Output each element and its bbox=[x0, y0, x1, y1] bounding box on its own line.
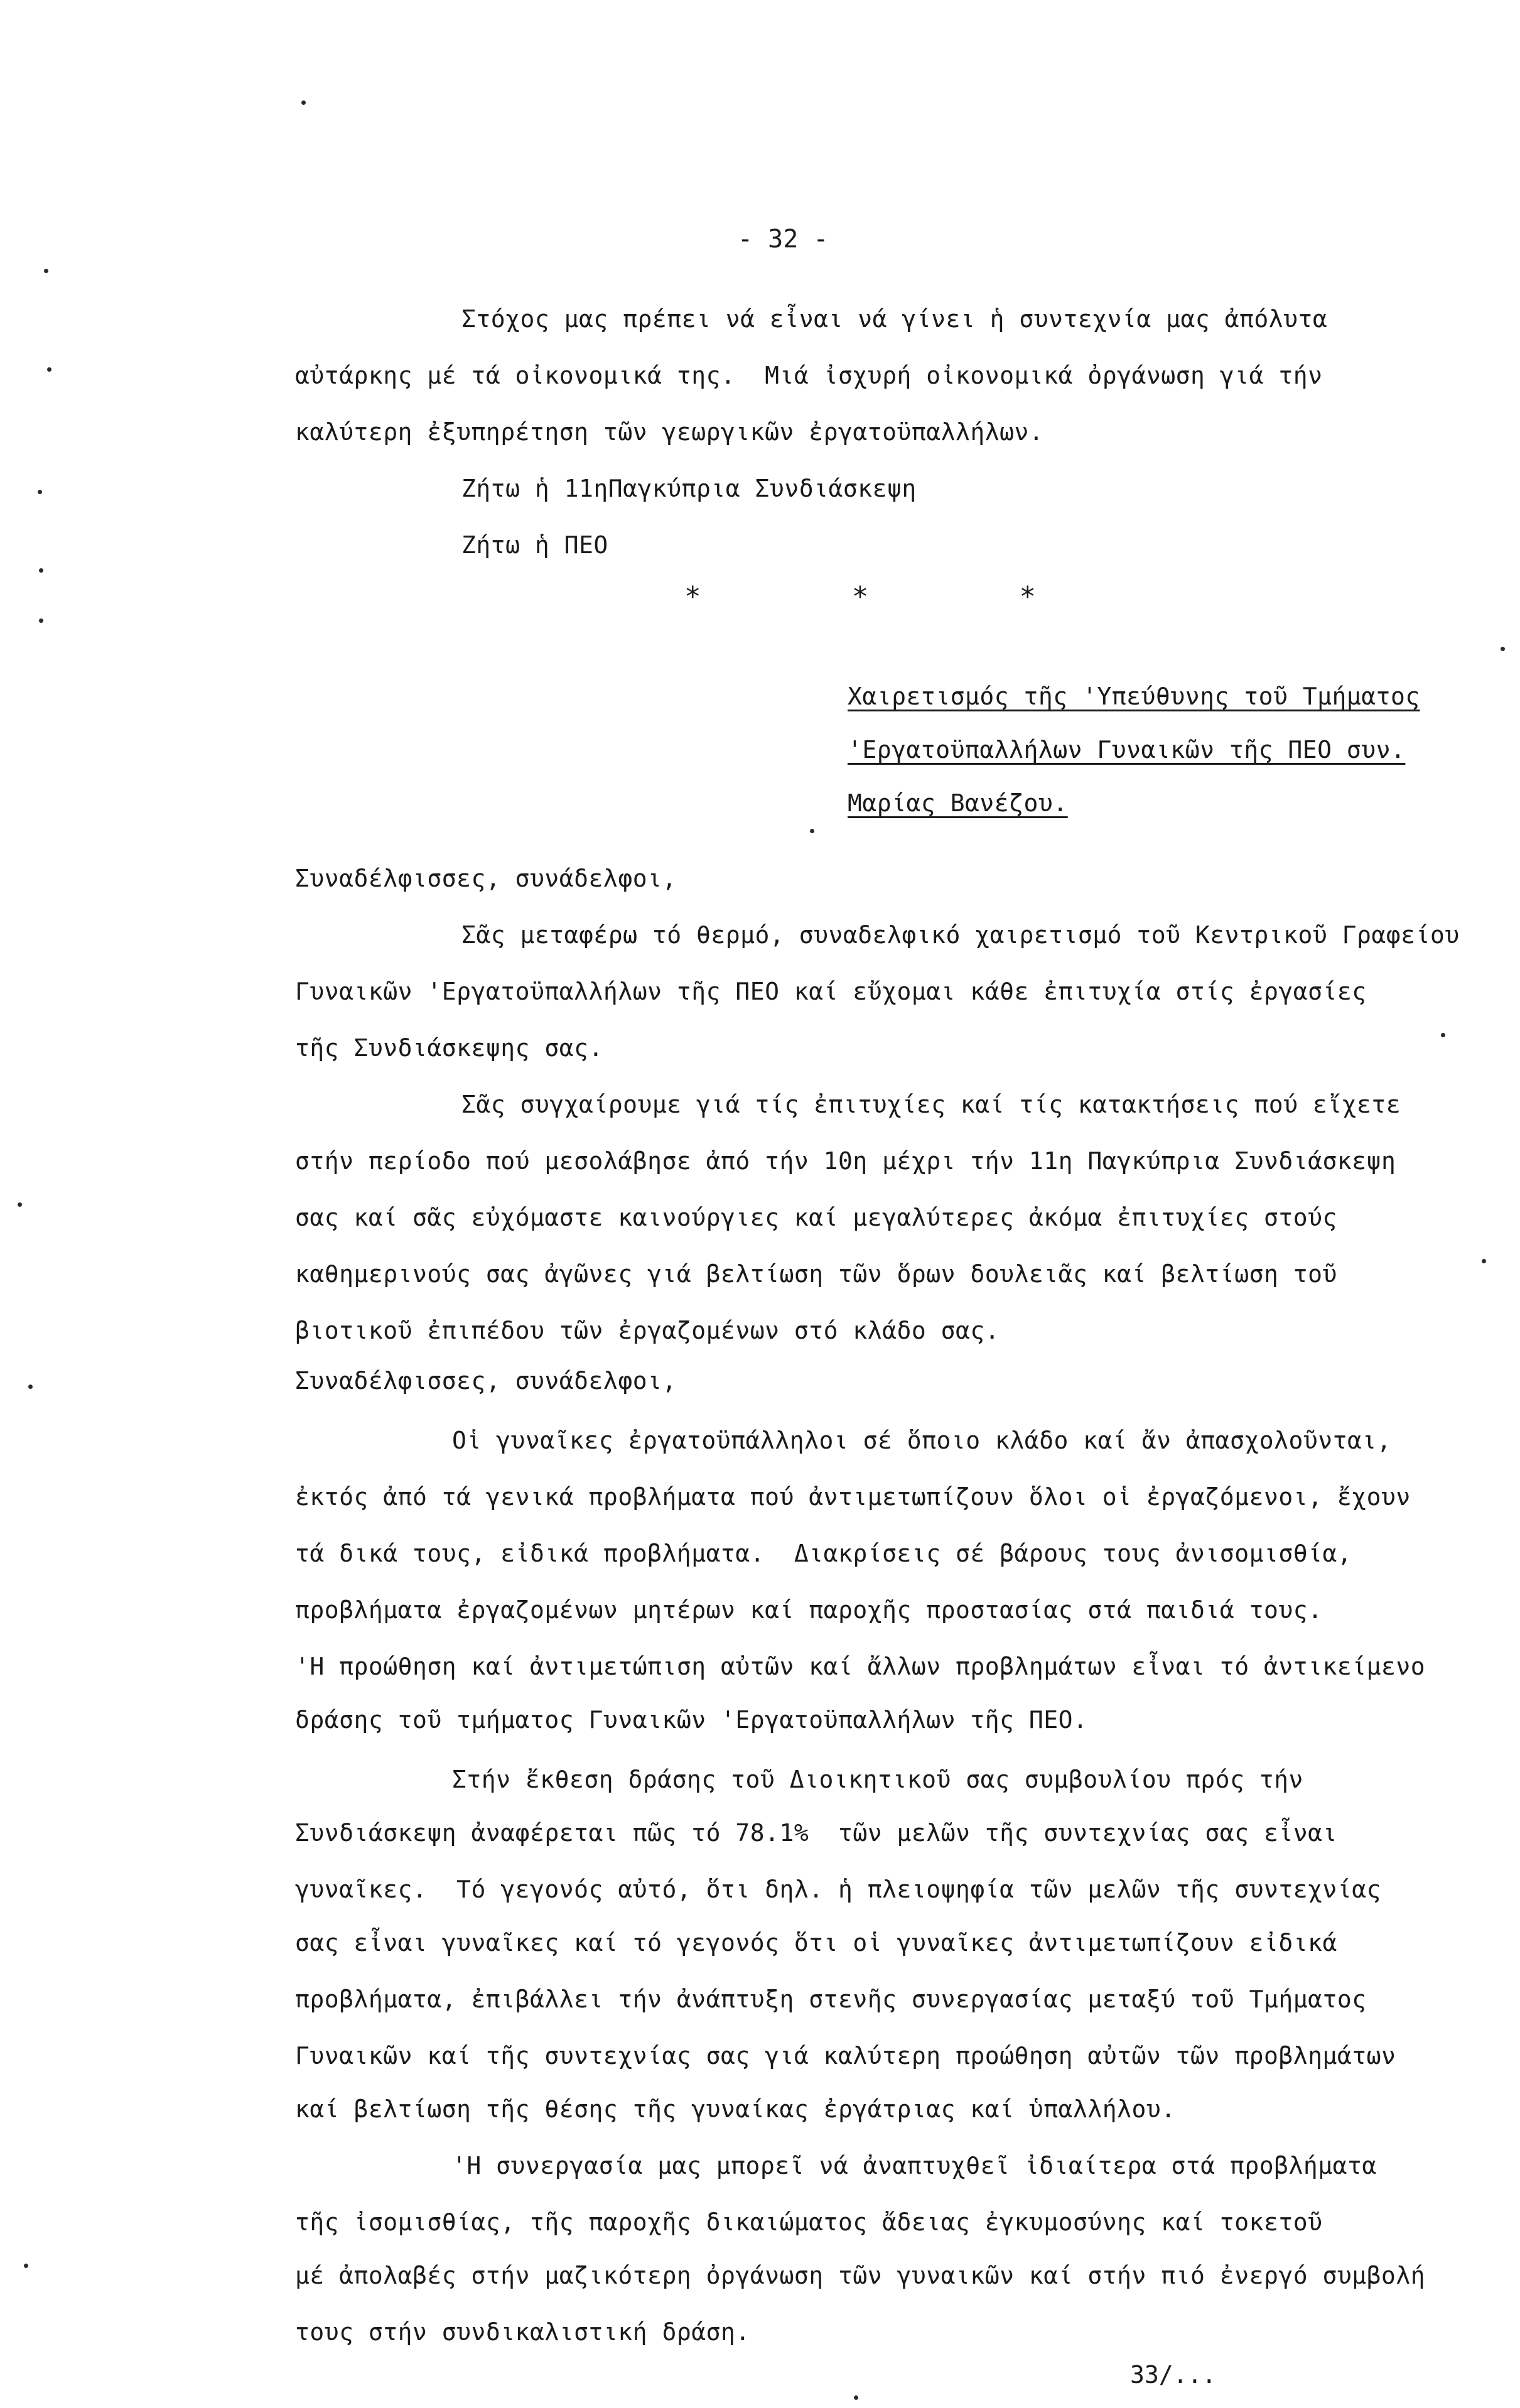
paragraph-4-line-1: Οἱ γυναῖκες ἐργατοϋπάλληλοι σέ ὅποιο κλάδο καί ἄν ἀπασχολοῦνται, bbox=[452, 1427, 1392, 1454]
paragraph-3-line-3: σας καί σᾶς εὐχόμαστε καινούργιες καί μεγαλύτερες ἀκόμα ἐπιτυχίες στούς bbox=[295, 1204, 1337, 1231]
paragraph-1-line-3: καλύτερη ἐξυπηρέτηση τῶν γεωργικῶν ἐργατοϋπαλλήλων. bbox=[295, 418, 1044, 446]
paragraph-3-line-2: στήν περίοδο πού μεσολάβησε ἀπό τήν 10η μέχρι τήν 11η Παγκύπρια Συνδιάσκεψη bbox=[295, 1147, 1396, 1175]
scan-speck bbox=[39, 618, 43, 623]
paragraph-3-line-4: καθημερινούς σας ἀγῶνες γιά βελτίωση τῶν ὅρων δουλειᾶς καί βελτίωση τοῦ bbox=[295, 1260, 1337, 1288]
paragraph-5-line-2: Συνδιάσκεψη ἀναφέρεται πῶς τό 78.1% τῶν μελῶν τῆς συντεχνίας σας εἶναι bbox=[295, 1819, 1337, 1847]
paragraph-6-line-3: μέ ἀπολαβές στήν μαζικότερη ὀργάνωση τῶν γυναικῶν καί στήν πιό ἐνεργό συμβολή bbox=[295, 2262, 1426, 2289]
continuation-reference: 33/... bbox=[1130, 2361, 1217, 2389]
slogan-peo: Ζήτω ἡ ΠΕΟ bbox=[461, 531, 608, 559]
salutation-2: Συναδέλφισσες, συνάδελφοι, bbox=[295, 1367, 677, 1395]
paragraph-6-line-4: τους στήν συνδικαλιστική δράση. bbox=[295, 2318, 750, 2346]
paragraph-2-line-1: Σᾶς μεταφέρω τό θερμό, συναδελφικό χαιρετισμό τοῦ Κεντρικοῦ Γραφείου bbox=[461, 921, 1460, 949]
separator-stars bbox=[684, 581, 1036, 613]
heading-line-2: 'Εργατοϋπαλλήλων Γυναικῶν τῆς ΠΕΟ συν. bbox=[848, 736, 1406, 764]
paragraph-1-line-2: αὐτάρκης μέ τά οἰκονομικά της. Μιά ἰσχυρή οἰκονομικά ὀργάνωση γιά τήν bbox=[295, 362, 1323, 389]
paragraph-4-line-4: προβλήματα ἐργαζομένων μητέρων καί παροχῆς προστασίας στά παιδιά τους. bbox=[295, 1596, 1323, 1624]
paragraph-4-line-6: δράσης τοῦ τμήματος Γυναικῶν 'Εργατοϋπαλλήλων τῆς ΠΕΟ. bbox=[295, 1706, 1088, 1734]
scan-speck bbox=[301, 100, 306, 105]
page-number: - 32 - bbox=[738, 225, 829, 254]
scan-speck bbox=[1482, 1259, 1486, 1263]
scan-speck bbox=[47, 367, 51, 372]
separator-star: * bbox=[851, 581, 869, 613]
paragraph-1-line-1: Στόχος μας πρέπει νά εἶναι νά γίνει ἡ συντεχνία μας ἀπόλυτα bbox=[461, 305, 1328, 333]
paragraph-3-line-1: Σᾶς συγχαίρουμε γιά τίς ἐπιτυχίες καί τίς κατακτήσεις πού εἴχετε bbox=[461, 1091, 1401, 1118]
scan-speck bbox=[24, 2264, 28, 2268]
slogan-conference: Ζήτω ἡ 11ηΠαγκύπρια Συνδιάσκεψη bbox=[461, 475, 917, 502]
paragraph-6-line-1: 'Η συνεργασία μας μπορεῖ νά ἀναπτυχθεῖ ἰδιαίτερα στά προβλήματα bbox=[452, 2152, 1377, 2179]
separator-star: * bbox=[684, 581, 701, 613]
scan-speck bbox=[38, 490, 42, 494]
paragraph-5-line-4: σας εἶναι γυναῖκες καί τό γεγονός ὅτι οἱ γυναῖκες ἀντιμετωπίζουν εἰδικά bbox=[295, 1929, 1337, 1957]
paragraph-2-line-3: τῆς Συνδιάσκεψης σας. bbox=[295, 1034, 603, 1062]
scan-speck bbox=[1441, 1033, 1445, 1037]
heading-line-3: Μαρίας Βανέζου. bbox=[848, 789, 1068, 817]
paragraph-5-line-3: γυναῖκες. Τό γεγονός αὐτό, ὅτι δηλ. ἡ πλειοψηφία τῶν μελῶν τῆς συντεχνίας bbox=[295, 1876, 1381, 1903]
scan-speck bbox=[44, 269, 48, 273]
paragraph-4-line-3: τά δικά τους, εἰδικά προβλήματα. Διακρίσεις σέ βάρους τους ἀνισομισθία, bbox=[295, 1540, 1352, 1567]
heading-line-1: Χαιρετισμός τῆς 'Υπεύθυνης τοῦ Τμήματος bbox=[848, 683, 1420, 710]
paragraph-5-line-5: προβλήματα, ἐπιβάλλει τήν ἀνάπτυξη στενῆς συνεργασίας μεταξύ τοῦ Τμήματος bbox=[295, 1985, 1367, 2013]
paragraph-5-line-1: Στήν ἔκθεση δράσης τοῦ Διοικητικοῦ σας συμβουλίου πρός τήν bbox=[452, 1766, 1303, 1793]
paragraph-5-line-6: Γυναικῶν καί τῆς συντεχνίας σας γιά καλύτερη προώθηση αὐτῶν τῶν προβλημάτων bbox=[295, 2042, 1396, 2070]
scan-speck bbox=[1501, 647, 1505, 651]
scan-speck bbox=[810, 829, 814, 833]
paragraph-3-line-5: βιοτικοῦ ἐπιπέδου τῶν ἐργαζομένων στό κλάδο σας. bbox=[295, 1317, 1000, 1344]
paragraph-4-line-2: ἐκτός ἀπό τά γενικά προβλήματα πού ἀντιμετωπίζουν ὅλοι οἱ ἐργαζόμενοι, ἔχουν bbox=[295, 1483, 1411, 1511]
scan-speck bbox=[28, 1385, 33, 1389]
salutation-1: Συναδέλφισσες, συνάδελφοι, bbox=[295, 865, 677, 892]
paragraph-5-line-7: καί βελτίωση τῆς θέσης τῆς γυναίκας ἐργάτριας καί ὑπαλλήλου. bbox=[295, 2095, 1176, 2123]
scan-speck bbox=[854, 2395, 858, 2400]
scan-speck bbox=[18, 1202, 22, 1207]
paragraph-2-line-2: Γυναικῶν 'Εργατοϋπαλλήλων τῆς ΠΕΟ καί εὔχομαι κάθε ἐπιτυχία στίς ἐργασίες bbox=[295, 978, 1367, 1005]
separator-star: * bbox=[1019, 581, 1036, 613]
paragraph-4-line-5: 'Η προώθηση καί ἀντιμετώπιση αὐτῶν καί ἄλλων προβλημάτων εἶναι τό ἀντικείμενο bbox=[295, 1653, 1426, 1680]
paragraph-6-line-2: τῆς ἰσομισθίας, τῆς παροχῆς δικαιώματος ἄδειας ἐγκυμοσύνης καί τοκετοῦ bbox=[295, 2208, 1323, 2236]
scan-speck bbox=[39, 568, 43, 573]
